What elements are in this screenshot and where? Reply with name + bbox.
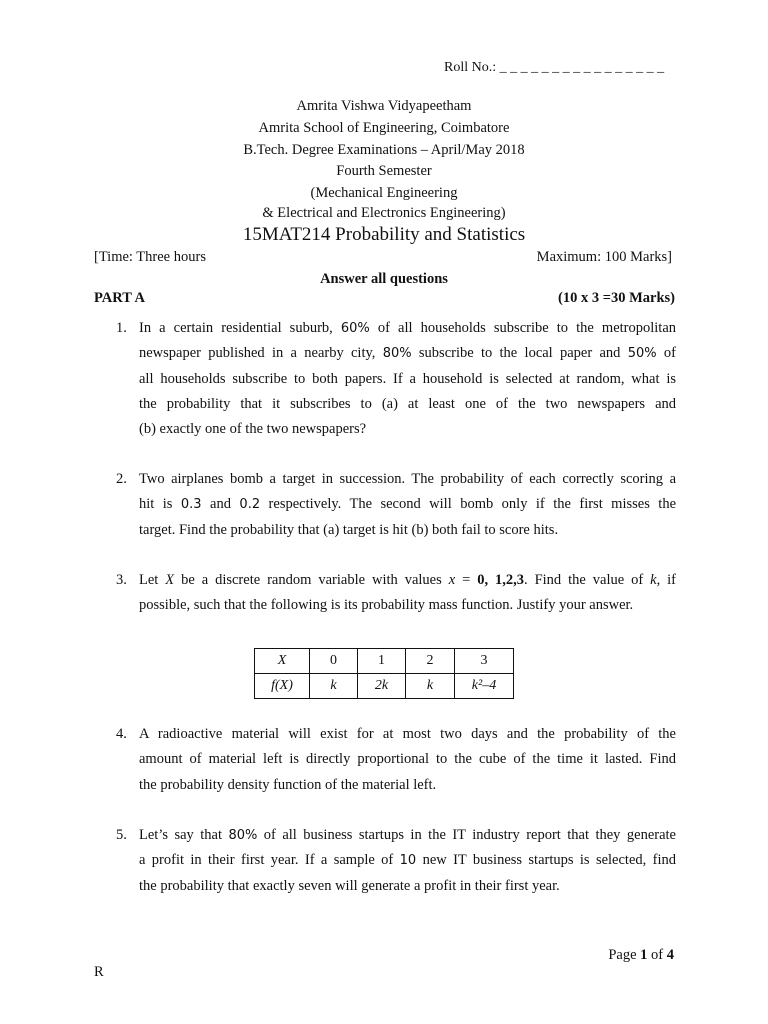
of-word: of [651,947,664,963]
page-total: 4 [666,947,674,963]
branch-line-2: & Electrical and Electronics Engineering) [262,205,506,221]
roll-blank: _ _ _ _ _ _ _ _ _ _ _ _ _ _ _ _ [499,60,665,75]
q1-pct-both: 50% [627,346,657,362]
q5-text: the probability that exactly seven will generate a profit in their first year. [139,877,560,894]
q5-pct: 80% [228,828,258,843]
table-cell: 2 [406,649,455,674]
q3-text: possible, such that the following is its probability mass function. Justify your answer. [139,597,634,614]
table-cell: k²–4 [471,678,497,693]
part-title: PART A [94,290,145,306]
instruction: Answer all questions [320,271,448,287]
question-5 [116,823,676,899]
table-cell: k [426,678,434,693]
table-cell: 3 [455,649,514,674]
table-cell: k [330,678,337,693]
q1-text: all households subscribe to both papers. If a household is selected at random, what is [139,370,676,387]
q5-text: of all business startups in the IT industry report that they generate [257,827,676,843]
pmf-table [254,648,514,699]
q5-text: new IT business startups is selected, find [416,852,676,869]
q4-text: amount of material left is directly proportional to the cube of the time it lasted. Find [139,751,676,768]
q2-text: respectively. The second will bomb only if the first misses the [260,496,677,513]
roll-label: Roll No.: [444,60,497,75]
q3-text: be a discrete random variable with values [174,572,449,588]
q5-sample-size: 10 [399,853,417,869]
roll-number-line [444,60,664,76]
course-title: 15MAT214 Probability and Statistics [242,224,526,245]
max-marks: Maximum: 100 Marks] [536,249,672,265]
q1-text: the probability that it subscribes to (a) at least one of the two newspapers and [139,395,676,412]
table-row [255,674,514,699]
q1-pct-local: 80% [382,346,412,362]
table-cell: 0 [310,649,358,674]
university-name: Amrita Vishwa Vidyapeetham [296,98,472,114]
question-4 [116,722,676,798]
q1-text: newspaper published in a nearby city, [139,345,383,362]
question-3 [116,568,676,619]
question-number: 5. [116,827,127,843]
question-number: 2. [116,471,127,487]
school-name: Amrita School of Engineering, Coimbatore [258,120,510,136]
question-number: 1. [116,320,127,336]
page-current: 1 [640,947,648,963]
q2-prob-second: 0.2 [239,497,261,513]
branch-line-1: (Mechanical Engineering [310,185,458,201]
q3-text: , if [656,572,677,588]
exam-name: B.Tech. Degree Examinations – April/May 2018 [243,142,525,158]
q3-var-x-lower: x [448,572,456,588]
q2-prob-first: 0.3 [180,497,202,513]
q3-text: = [455,572,478,588]
q2-text: and [201,496,240,513]
q1-text: (b) exactly one of the two newspapers? [139,421,367,438]
q4-text: A radioactive material will exist for at most two days and the probability of the [139,726,676,742]
q5-text: Let’s say that [139,827,229,843]
page-number [608,947,674,964]
q3-var-x: X [165,572,175,588]
question-1 [116,316,676,442]
q4-text: the probability density function of the material left. [139,776,437,793]
q1-text: of [656,345,676,362]
q3-text: . Find the value of [524,572,651,588]
q3-var-k: k [650,572,657,588]
question-number: 4. [116,726,127,742]
table-cell: X [277,653,287,668]
part-marks: (10 x 3 =30 Marks) [558,290,675,306]
q2-text: target. Find the probability that (a) target is hit (b) both fail to score hits. [139,521,559,538]
q5-text: a profit in their first year. If a sample of [139,852,400,869]
question-2 [116,467,676,543]
q1-pct-metro: 60% [340,321,370,336]
table-cell: 1 [358,649,406,674]
table-cell: f(X) [271,678,293,693]
q1-text: In a certain residential suburb, [139,320,341,336]
q3-values: 0, 1,2,3 [477,572,525,588]
semester: Fourth Semester [336,163,432,179]
q1-text: of all households subscribe to the metropolitan [369,320,677,336]
question-number: 3. [116,572,127,588]
page-word: Page [608,947,637,963]
time-duration: [Time: Three hours [94,249,206,265]
q1-text: subscribe to the local paper and [411,345,628,362]
table-cell: 2k [374,678,389,693]
q2-text: Two airplanes bomb a target in succession. The probability of each correctly scoring a [139,471,676,487]
q2-text: hit is [139,496,181,513]
q3-text: Let [139,572,166,588]
corner-mark: R [94,964,104,980]
table-row [255,649,514,674]
